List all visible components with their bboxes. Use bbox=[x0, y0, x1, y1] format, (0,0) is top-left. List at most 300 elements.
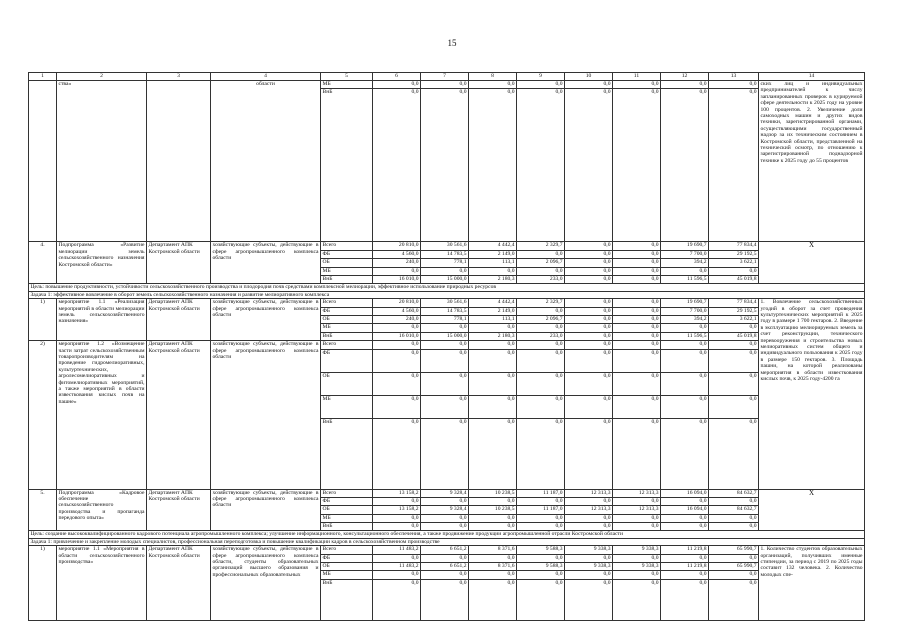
amount-cell: 0,0 bbox=[661, 514, 709, 522]
column-number: 9 bbox=[517, 73, 565, 81]
expected-result: ских лиц и индивидуальных предпринимателей к числу запланированных проверок в курируемой сфере деятельности к 2025 году на уровне 100 процентов. 2. Увеличение доли самоходных машин и других видов техники, зарегистрированной органами, осуществляющими государственный надзор за их техническим состоянием в Костромской области, представленной на технический осмотр, по отношению к зарегистрированной поднадзорной технике к 2025 году до 55 процентов bbox=[759, 81, 865, 242]
column-number: 14 bbox=[759, 73, 865, 81]
amount-cell: 0,0 bbox=[517, 579, 565, 620]
amount-cell: 0,0 bbox=[709, 341, 759, 349]
amount-cell: 11 483,2 bbox=[373, 563, 421, 571]
amount-cell: 2 096,7 bbox=[517, 315, 565, 323]
expected-result: Х bbox=[759, 242, 865, 284]
funding-source: Всего bbox=[321, 299, 373, 307]
column-number: 11 bbox=[613, 73, 661, 81]
amount-cell: 0,0 bbox=[469, 341, 517, 349]
funding-source: МБ bbox=[321, 324, 373, 332]
item-executor: Департамент АПК Костромской области bbox=[147, 489, 211, 531]
amount-cell: 0,0 bbox=[469, 349, 517, 372]
amount-cell: 0,0 bbox=[709, 267, 759, 275]
item-executor bbox=[147, 81, 211, 242]
amount-cell: 0,0 bbox=[565, 554, 613, 562]
amount-cell: 0,0 bbox=[421, 514, 469, 522]
amount-cell: 0,0 bbox=[709, 395, 759, 418]
amount-cell: 30 561,6 bbox=[421, 299, 469, 307]
amount-cell: 0,0 bbox=[709, 372, 759, 395]
amount-cell: 0,0 bbox=[709, 571, 759, 579]
amount-cell: 0,0 bbox=[661, 267, 709, 275]
amount-cell: 9 328,4 bbox=[421, 506, 469, 514]
amount-cell: 16 010,0 bbox=[373, 275, 421, 283]
amount-cell: 11 596,5 bbox=[661, 275, 709, 283]
funding-source: ВнБ bbox=[321, 579, 373, 620]
amount-cell: 0,0 bbox=[661, 372, 709, 395]
funding-source: ФБ bbox=[321, 307, 373, 315]
amount-cell: 45 019,8 bbox=[709, 275, 759, 283]
amount-cell: 0,0 bbox=[565, 349, 613, 372]
amount-cell: 0,0 bbox=[373, 523, 421, 531]
amount-cell: 11 596,5 bbox=[661, 332, 709, 340]
amount-cell: 14 783,5 bbox=[421, 250, 469, 258]
funding-source: Всего bbox=[321, 489, 373, 497]
item-participants: хозяйствующие субъекты, действующие в сфере агропромышленного комплекса области, студенты образовательных организаций высшего образования и профессиональных образовательных bbox=[211, 546, 321, 621]
amount-cell: 2 180,3 bbox=[469, 332, 517, 340]
amount-cell: 29 192,5 bbox=[709, 307, 759, 315]
amount-cell: 0,0 bbox=[613, 579, 661, 620]
funding-source: ВнБ bbox=[321, 89, 373, 242]
amount-cell: 0,0 bbox=[613, 259, 661, 267]
item-number: 5. bbox=[29, 489, 57, 531]
column-number: 7 bbox=[421, 73, 469, 81]
funding-source: Всего bbox=[321, 242, 373, 250]
amount-cell: 0,0 bbox=[565, 523, 613, 531]
amount-cell: 0,0 bbox=[517, 372, 565, 395]
amount-cell: 0,0 bbox=[517, 514, 565, 522]
amount-cell: 3 622,1 bbox=[709, 315, 759, 323]
amount-cell: 0,0 bbox=[469, 372, 517, 395]
amount-cell: 30 561,6 bbox=[421, 242, 469, 250]
amount-cell: 0,0 bbox=[565, 315, 613, 323]
amount-cell: 10 238,5 bbox=[469, 489, 517, 497]
amount-cell: 0,0 bbox=[709, 579, 759, 620]
amount-cell: 9 338,3 bbox=[565, 546, 613, 554]
amount-cell: 0,0 bbox=[373, 89, 421, 242]
amount-cell: 0,0 bbox=[613, 81, 661, 89]
amount-cell: 0,0 bbox=[565, 395, 613, 418]
amount-cell: 0,0 bbox=[421, 349, 469, 372]
amount-cell: 0,0 bbox=[373, 571, 421, 579]
item-name: мероприятие 1.1 «Мероприятия в области сельскохозяйственного производства» bbox=[57, 546, 147, 621]
table-row bbox=[29, 546, 865, 554]
task-row: Задача 1: эффективное вовлечение в оборот земель сельскохозяйственного назначения и развитие мелиоративного комплекса bbox=[29, 291, 865, 298]
amount-cell: 0,0 bbox=[661, 324, 709, 332]
amount-cell: 0,0 bbox=[469, 267, 517, 275]
amount-cell: 16 010,0 bbox=[373, 332, 421, 340]
item-participants: хозяйствующие субъекты, действующие в сфере агропромышленного комплекса области bbox=[211, 299, 321, 341]
table-row bbox=[29, 242, 865, 250]
amount-cell: 0,0 bbox=[373, 579, 421, 620]
amount-cell: 0,0 bbox=[613, 372, 661, 395]
amount-cell: 10 238,5 bbox=[469, 506, 517, 514]
amount-cell: 11 483,2 bbox=[373, 546, 421, 554]
amount-cell: 0,0 bbox=[613, 497, 661, 505]
amount-cell: 0,0 bbox=[373, 81, 421, 89]
amount-cell: 0,0 bbox=[613, 514, 661, 522]
amount-cell: 240,0 bbox=[373, 315, 421, 323]
amount-cell: 12 313,3 bbox=[565, 506, 613, 514]
item-name: Подпрограмма «Кадровое обеспечение сельскохозяйственного производства и пропаганда передового опыта» bbox=[57, 489, 147, 531]
amount-cell: 0,0 bbox=[469, 571, 517, 579]
item-number: 4. bbox=[29, 242, 57, 284]
amount-cell: 0,0 bbox=[469, 395, 517, 418]
amount-cell: 0,0 bbox=[517, 81, 565, 89]
amount-cell: 11 187,0 bbox=[517, 489, 565, 497]
amount-cell: 0,0 bbox=[421, 418, 469, 489]
column-number: 6 bbox=[373, 73, 421, 81]
amount-cell: 0,0 bbox=[565, 497, 613, 505]
amount-cell: 0,0 bbox=[613, 349, 661, 372]
amount-cell: 9 588,3 bbox=[517, 563, 565, 571]
item-participants: хозяйствующие субъекты, действующие в сфере агропромышленного комплекса области bbox=[211, 341, 321, 489]
goal-row: Цель: повышение продуктивности, устойчивости сельскохозяйственного производства и плодородия почв средствами комплексной мелиорации, эффективное использование природных ресурсов bbox=[29, 284, 865, 291]
amount-cell: 0,0 bbox=[373, 372, 421, 395]
column-number-row bbox=[29, 73, 865, 81]
item-number: 1) bbox=[29, 546, 57, 621]
amount-cell: 0,0 bbox=[709, 523, 759, 531]
funding-source: ВнБ bbox=[321, 523, 373, 531]
amount-cell: 13 158,2 bbox=[373, 489, 421, 497]
amount-cell: 11 219,8 bbox=[661, 546, 709, 554]
amount-cell: 16 094,0 bbox=[661, 489, 709, 497]
amount-cell: 2 096,7 bbox=[517, 259, 565, 267]
amount-cell: 3 622,1 bbox=[709, 259, 759, 267]
item-participants: хозяйствующие субъекты, действующие в сфере агропромышленного комплекса области bbox=[211, 489, 321, 531]
amount-cell: 13 158,2 bbox=[373, 506, 421, 514]
amount-cell: 0,0 bbox=[421, 497, 469, 505]
funding-source: ОБ bbox=[321, 506, 373, 514]
amount-cell: 0,0 bbox=[421, 554, 469, 562]
funding-source: МБ bbox=[321, 395, 373, 418]
amount-cell: 15 000,0 bbox=[421, 275, 469, 283]
amount-cell: 4 442,4 bbox=[469, 299, 517, 307]
item-name: Подпрограмма «Развитие мелиорации земель сельскохозяйственного назначения Костромской области» bbox=[57, 242, 147, 284]
amount-cell: 0,0 bbox=[613, 299, 661, 307]
amount-cell: 0,0 bbox=[373, 554, 421, 562]
funding-source: ОБ bbox=[321, 372, 373, 395]
amount-cell: 0,0 bbox=[517, 250, 565, 258]
amount-cell: 0,0 bbox=[565, 259, 613, 267]
funding-source: МБ bbox=[321, 267, 373, 275]
amount-cell: 0,0 bbox=[517, 418, 565, 489]
amount-cell: 0,0 bbox=[517, 395, 565, 418]
item-name: ства» bbox=[57, 81, 147, 242]
budget-table bbox=[28, 72, 865, 621]
item-name: мероприятие 1.1 «Реализация мероприятий в области мелиорации земель сельскохозяйственного назначения» bbox=[57, 299, 147, 341]
item-number: 2) bbox=[29, 341, 57, 489]
expected-result: 1. Вовлечение сельскохозяйственных угодий в оборот за счет проведения культуртехнических мероприятий к 2025 году в размере 1 700 гектаров. 2. Введение в эксплуатацию мелиорируемых земель за счет реконструкции, технического перевооружения и строительства новых мелиоративных систем общего и индивидуального пользования к 2025 году в размере 150 гектаров. 3. Площадь пашни, на которой реализованы мероприятия в области известкования кислых почв, к 2025 году-4200 га bbox=[759, 299, 865, 489]
amount-cell: 0,0 bbox=[613, 275, 661, 283]
amount-cell: 45 019,8 bbox=[709, 332, 759, 340]
goal-row: Цель: создание высококвалифицированного кадрового потенциала агропромышленного комплекса; улучшение информационного, консультационного обеспечения, а также продвижение продукции агропромышленной отрасли Костромской области bbox=[29, 531, 865, 538]
amount-cell: 2 329,7 bbox=[517, 299, 565, 307]
amount-cell: 233,0 bbox=[517, 332, 565, 340]
amount-cell: 0,0 bbox=[613, 267, 661, 275]
amount-cell: 0,0 bbox=[709, 554, 759, 562]
amount-cell: 0,0 bbox=[517, 324, 565, 332]
amount-cell: 0,0 bbox=[421, 267, 469, 275]
amount-cell: 20 810,0 bbox=[373, 242, 421, 250]
amount-cell: 14 783,5 bbox=[421, 307, 469, 315]
amount-cell: 0,0 bbox=[517, 89, 565, 242]
amount-cell: 29 192,5 bbox=[709, 250, 759, 258]
amount-cell: 0,0 bbox=[709, 349, 759, 372]
amount-cell: 0,0 bbox=[661, 523, 709, 531]
amount-cell: 0,0 bbox=[565, 372, 613, 395]
amount-cell: 0,0 bbox=[469, 554, 517, 562]
amount-cell: 19 690,7 bbox=[661, 242, 709, 250]
funding-source: ФБ bbox=[321, 250, 373, 258]
amount-cell: 0,0 bbox=[613, 523, 661, 531]
amount-cell: 6 651,2 bbox=[421, 546, 469, 554]
amount-cell: 0,0 bbox=[469, 523, 517, 531]
amount-cell: 0,0 bbox=[565, 242, 613, 250]
funding-source: ВнБ bbox=[321, 332, 373, 340]
funding-source: Всего bbox=[321, 341, 373, 349]
amount-cell: 0,0 bbox=[565, 250, 613, 258]
amount-cell: 15 000,0 bbox=[421, 332, 469, 340]
amount-cell: 240,0 bbox=[373, 259, 421, 267]
amount-cell: 0,0 bbox=[709, 324, 759, 332]
amount-cell: 8 371,6 bbox=[469, 546, 517, 554]
amount-cell: 0,0 bbox=[517, 523, 565, 531]
amount-cell: 4 442,4 bbox=[469, 242, 517, 250]
amount-cell: 0,0 bbox=[661, 89, 709, 242]
amount-cell: 0,0 bbox=[421, 571, 469, 579]
amount-cell: 0,0 bbox=[517, 307, 565, 315]
amount-cell: 0,0 bbox=[565, 341, 613, 349]
amount-cell: 84 632,7 bbox=[709, 489, 759, 497]
task-row bbox=[29, 538, 865, 545]
amount-cell: 77 834,4 bbox=[709, 242, 759, 250]
funding-source: ОБ bbox=[321, 315, 373, 323]
table-row bbox=[29, 341, 865, 349]
amount-cell: 77 834,4 bbox=[709, 299, 759, 307]
amount-cell: 0,0 bbox=[613, 341, 661, 349]
amount-cell: 0,0 bbox=[373, 418, 421, 489]
amount-cell: 0,0 bbox=[517, 497, 565, 505]
amount-cell: 0,0 bbox=[421, 89, 469, 242]
amount-cell: 0,0 bbox=[517, 349, 565, 372]
item-executor: Департамент АПК Костромской области bbox=[147, 341, 211, 489]
amount-cell: 7 700,0 bbox=[661, 307, 709, 315]
amount-cell: 9 338,3 bbox=[613, 563, 661, 571]
amount-cell: 0,0 bbox=[661, 81, 709, 89]
amount-cell: 0,0 bbox=[565, 418, 613, 489]
amount-cell: 12 313,3 bbox=[613, 506, 661, 514]
amount-cell: 0,0 bbox=[613, 418, 661, 489]
amount-cell: 0,0 bbox=[421, 324, 469, 332]
amount-cell: 0,0 bbox=[709, 81, 759, 89]
amount-cell: 0,0 bbox=[517, 571, 565, 579]
amount-cell: 0,0 bbox=[613, 315, 661, 323]
funding-source: ВнБ bbox=[321, 275, 373, 283]
amount-cell: 0,0 bbox=[373, 497, 421, 505]
column-number: 1 bbox=[29, 73, 57, 81]
amount-cell: 0,0 bbox=[421, 395, 469, 418]
amount-cell: 0,0 bbox=[613, 554, 661, 562]
amount-cell: 0,0 bbox=[565, 267, 613, 275]
column-number: 2 bbox=[57, 73, 147, 81]
funding-source: ОБ bbox=[321, 259, 373, 267]
amount-cell: 4 560,0 bbox=[373, 307, 421, 315]
amount-cell: 12 313,3 bbox=[613, 489, 661, 497]
amount-cell: 0,0 bbox=[565, 324, 613, 332]
item-executor: Департамент АПК Костромской области bbox=[147, 299, 211, 341]
amount-cell: 0,0 bbox=[373, 395, 421, 418]
funding-source: ФБ bbox=[321, 497, 373, 505]
expected-result: 1. Количество студентов образовательных организаций, получивших именные стипендии, за период с 2019 по 2025 годы составит 132 человека. 2. Количество молодых спе- bbox=[759, 546, 865, 621]
amount-cell: 2 149,0 bbox=[469, 307, 517, 315]
table-row bbox=[29, 81, 865, 89]
expected-result: Х bbox=[759, 489, 865, 531]
amount-cell: 0,0 bbox=[661, 418, 709, 489]
amount-cell: 0,0 bbox=[613, 242, 661, 250]
goal-row bbox=[29, 531, 865, 538]
amount-cell: 113,1 bbox=[469, 259, 517, 267]
column-number: 4 bbox=[211, 73, 321, 81]
item-participants: хозяйствующие субъекты, действующие в сфере агропромышленного комплекса области bbox=[211, 242, 321, 284]
amount-cell: 0,0 bbox=[565, 299, 613, 307]
amount-cell: 2 149,0 bbox=[469, 250, 517, 258]
funding-source: МБ bbox=[321, 571, 373, 579]
amount-cell: 0,0 bbox=[661, 341, 709, 349]
page-number: 15 bbox=[447, 38, 457, 48]
amount-cell: 0,0 bbox=[469, 418, 517, 489]
amount-cell: 0,0 bbox=[373, 267, 421, 275]
amount-cell: 0,0 bbox=[661, 349, 709, 372]
funding-source: ФБ bbox=[321, 554, 373, 562]
amount-cell: 0,0 bbox=[613, 332, 661, 340]
funding-source: МБ bbox=[321, 81, 373, 89]
amount-cell: 0,0 bbox=[373, 514, 421, 522]
amount-cell: 0,0 bbox=[565, 81, 613, 89]
amount-cell: 0,0 bbox=[469, 514, 517, 522]
item-participants: области bbox=[211, 81, 321, 242]
amount-cell: 16 094,0 bbox=[661, 506, 709, 514]
amount-cell: 84 632,7 bbox=[709, 506, 759, 514]
amount-cell: 8 371,6 bbox=[469, 563, 517, 571]
item-executor: Департамент АПК Костромской области bbox=[147, 546, 211, 621]
amount-cell: 19 690,7 bbox=[661, 299, 709, 307]
amount-cell: 0,0 bbox=[565, 307, 613, 315]
amount-cell: 9 328,4 bbox=[421, 489, 469, 497]
amount-cell: 0,0 bbox=[661, 571, 709, 579]
item-executor: Департамент АПК Костромской области bbox=[147, 242, 211, 284]
column-number: 12 bbox=[661, 73, 709, 81]
amount-cell: 0,0 bbox=[709, 89, 759, 242]
amount-cell: 394,2 bbox=[661, 315, 709, 323]
amount-cell: 0,0 bbox=[421, 523, 469, 531]
amount-cell: 7 700,0 bbox=[661, 250, 709, 258]
table-row bbox=[29, 299, 865, 307]
amount-cell: 394,2 bbox=[661, 259, 709, 267]
task-row: Задача 1: привлечение и закрепление молодых специалистов, профессиональная переподготовка и повышение квалификации кадров в сельскохозяйственном производстве bbox=[29, 538, 865, 545]
goal-row bbox=[29, 284, 865, 291]
amount-cell: 4 560,0 bbox=[373, 250, 421, 258]
amount-cell: 0,0 bbox=[421, 372, 469, 395]
item-number bbox=[29, 81, 57, 242]
amount-cell: 0,0 bbox=[613, 307, 661, 315]
amount-cell: 65 990,7 bbox=[709, 546, 759, 554]
amount-cell: 0,0 bbox=[565, 514, 613, 522]
amount-cell: 0,0 bbox=[613, 395, 661, 418]
funding-source: ОБ bbox=[321, 563, 373, 571]
amount-cell: 0,0 bbox=[421, 341, 469, 349]
amount-cell: 0,0 bbox=[661, 497, 709, 505]
amount-cell: 0,0 bbox=[517, 341, 565, 349]
amount-cell: 0,0 bbox=[421, 81, 469, 89]
amount-cell: 0,0 bbox=[373, 341, 421, 349]
column-number: 13 bbox=[709, 73, 759, 81]
amount-cell: 0,0 bbox=[373, 349, 421, 372]
amount-cell: 9 588,3 bbox=[517, 546, 565, 554]
amount-cell: 0,0 bbox=[565, 89, 613, 242]
amount-cell: 6 651,2 bbox=[421, 563, 469, 571]
table-row bbox=[29, 489, 865, 497]
column-number: 8 bbox=[469, 73, 517, 81]
amount-cell: 233,0 bbox=[517, 275, 565, 283]
column-number: 10 bbox=[565, 73, 613, 81]
task-row bbox=[29, 291, 865, 298]
amount-cell: 778,1 bbox=[421, 259, 469, 267]
amount-cell: 2 329,7 bbox=[517, 242, 565, 250]
item-number: 1) bbox=[29, 299, 57, 341]
column-number: 5 bbox=[321, 73, 373, 81]
amount-cell: 0,0 bbox=[469, 497, 517, 505]
amount-cell: 0,0 bbox=[661, 554, 709, 562]
column-number: 3 bbox=[147, 73, 211, 81]
amount-cell: 0,0 bbox=[661, 395, 709, 418]
table-body bbox=[29, 73, 865, 621]
amount-cell: 113,1 bbox=[469, 315, 517, 323]
amount-cell: 0,0 bbox=[565, 275, 613, 283]
amount-cell: 11 219,8 bbox=[661, 563, 709, 571]
amount-cell: 65 990,7 bbox=[709, 563, 759, 571]
amount-cell: 0,0 bbox=[421, 579, 469, 620]
amount-cell: 0,0 bbox=[517, 554, 565, 562]
amount-cell: 12 313,3 bbox=[565, 489, 613, 497]
amount-cell: 0,0 bbox=[373, 324, 421, 332]
amount-cell: 20 810,0 bbox=[373, 299, 421, 307]
amount-cell: 0,0 bbox=[613, 571, 661, 579]
amount-cell: 0,0 bbox=[565, 571, 613, 579]
amount-cell: 0,0 bbox=[709, 497, 759, 505]
funding-source: Всего bbox=[321, 546, 373, 554]
amount-cell: 0,0 bbox=[661, 579, 709, 620]
amount-cell: 0,0 bbox=[517, 267, 565, 275]
amount-cell: 9 338,3 bbox=[613, 546, 661, 554]
amount-cell: 11 187,0 bbox=[517, 506, 565, 514]
amount-cell: 0,0 bbox=[469, 324, 517, 332]
amount-cell: 0,0 bbox=[469, 579, 517, 620]
item-name: мероприятие 1.2 «Возмещение части затрат сельскохозяйственным товаропроизводителям на проведение гидромелиоративных, культуртехнических, агролесомелиоративных и фитомелиоративных мероприятий, а также мероприятий в области известкования кислых почв на пашне» bbox=[57, 341, 147, 489]
amount-cell: 0,0 bbox=[469, 89, 517, 242]
amount-cell: 0,0 bbox=[613, 250, 661, 258]
amount-cell: 0,0 bbox=[469, 81, 517, 89]
amount-cell: 0,0 bbox=[613, 324, 661, 332]
funding-source: МБ bbox=[321, 514, 373, 522]
amount-cell: 0,0 bbox=[565, 579, 613, 620]
amount-cell: 2 180,3 bbox=[469, 275, 517, 283]
amount-cell: 0,0 bbox=[565, 332, 613, 340]
amount-cell: 778,1 bbox=[421, 315, 469, 323]
amount-cell: 9 338,3 bbox=[565, 563, 613, 571]
amount-cell: 0,0 bbox=[709, 418, 759, 489]
